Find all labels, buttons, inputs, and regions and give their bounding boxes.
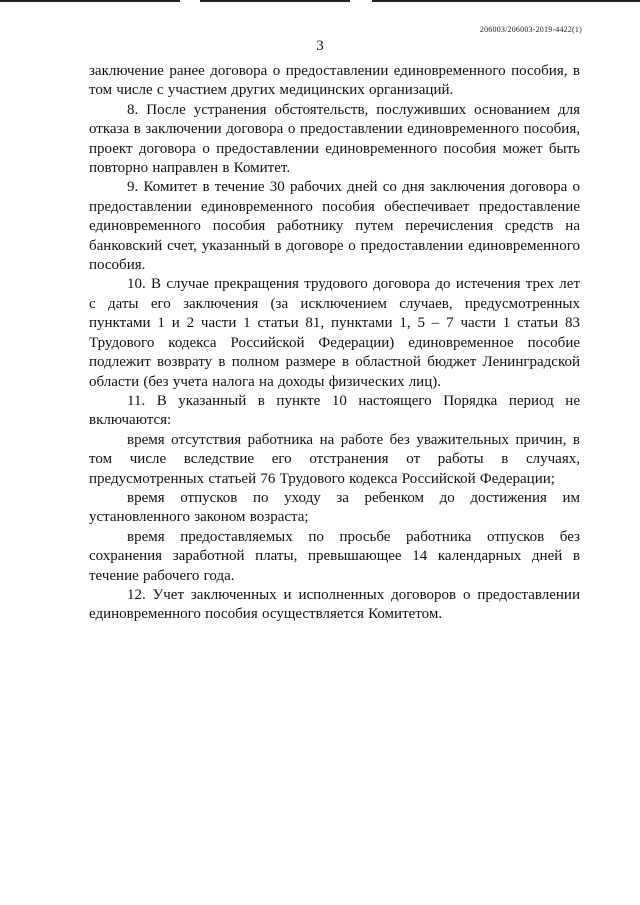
top-edge-rule (372, 0, 640, 2)
paragraph-continuation: заключение ранее договора о предоставлении единовременного пособия, в том числе с участием других медицинских организаций. (89, 63, 580, 99)
page-number: 3 (316, 38, 324, 54)
paragraph-item-8: 8. После устранения обстоятельств, послуживших основанием для отказа в заключении договора о предоставлении единовременного пособия, проект договора о предоставлении единовременного пособия может быть повторно направлен в Комитет. (89, 101, 580, 177)
paragraph-item-11: 11. В указанный в пункте 10 настоящего Порядка период не включаются: (89, 392, 580, 429)
top-edge-rule (200, 0, 350, 2)
paragraph-item-11-clause-2: время отпусков по уходу за ребенком до достижения им установленного законом возраста; (89, 489, 580, 526)
paragraph-item-9: 9. Комитет в течение 30 рабочих дней со дня заключения договора о предоставлении единовременного пособия обеспечивает предоставление единовременного пособия работнику путем перечисления средств на банковский счет, указанный в договоре о предоставлении единовременного пособия. (89, 179, 580, 274)
paragraph-item-10: 10. В случае прекращения трудового договора до истечения трех лет с даты его заключения (за исключением случаев, предусмотренных пунктами 1 и 2 части 1 статьи 81, пунктами 1, 5 – 7 части 1 статьи 83 Трудового кодекса Российской Федерации) единовременное пособие подлежит возврату в полном размере в областной бюджет Ленинградской области (без учета налога на доходы физических лиц). (89, 276, 580, 390)
paragraph-item-11-clause-1: время отсутствия работника на работе без уважительных причин, в том числе вследствие его отстранения от работы в случаях, предусмотренных статьей 76 Трудового кодекса Российской Федерации; (89, 431, 580, 487)
paragraph-item-11-clause-3: время предоставляемых по просьбе работника отпусков без сохранения заработной платы, превышающее 14 календарных дней в течение рабочего года. (89, 528, 580, 584)
paragraph-item-12: 12. Учет заключенных и исполненных договоров о предоставлении единовременного пособия осуществляется Комитетом. (89, 586, 580, 623)
document-id: 206003/206003-2019-4422(1) (479, 25, 582, 34)
document-body (89, 62, 580, 625)
top-edge-rule (0, 0, 180, 2)
